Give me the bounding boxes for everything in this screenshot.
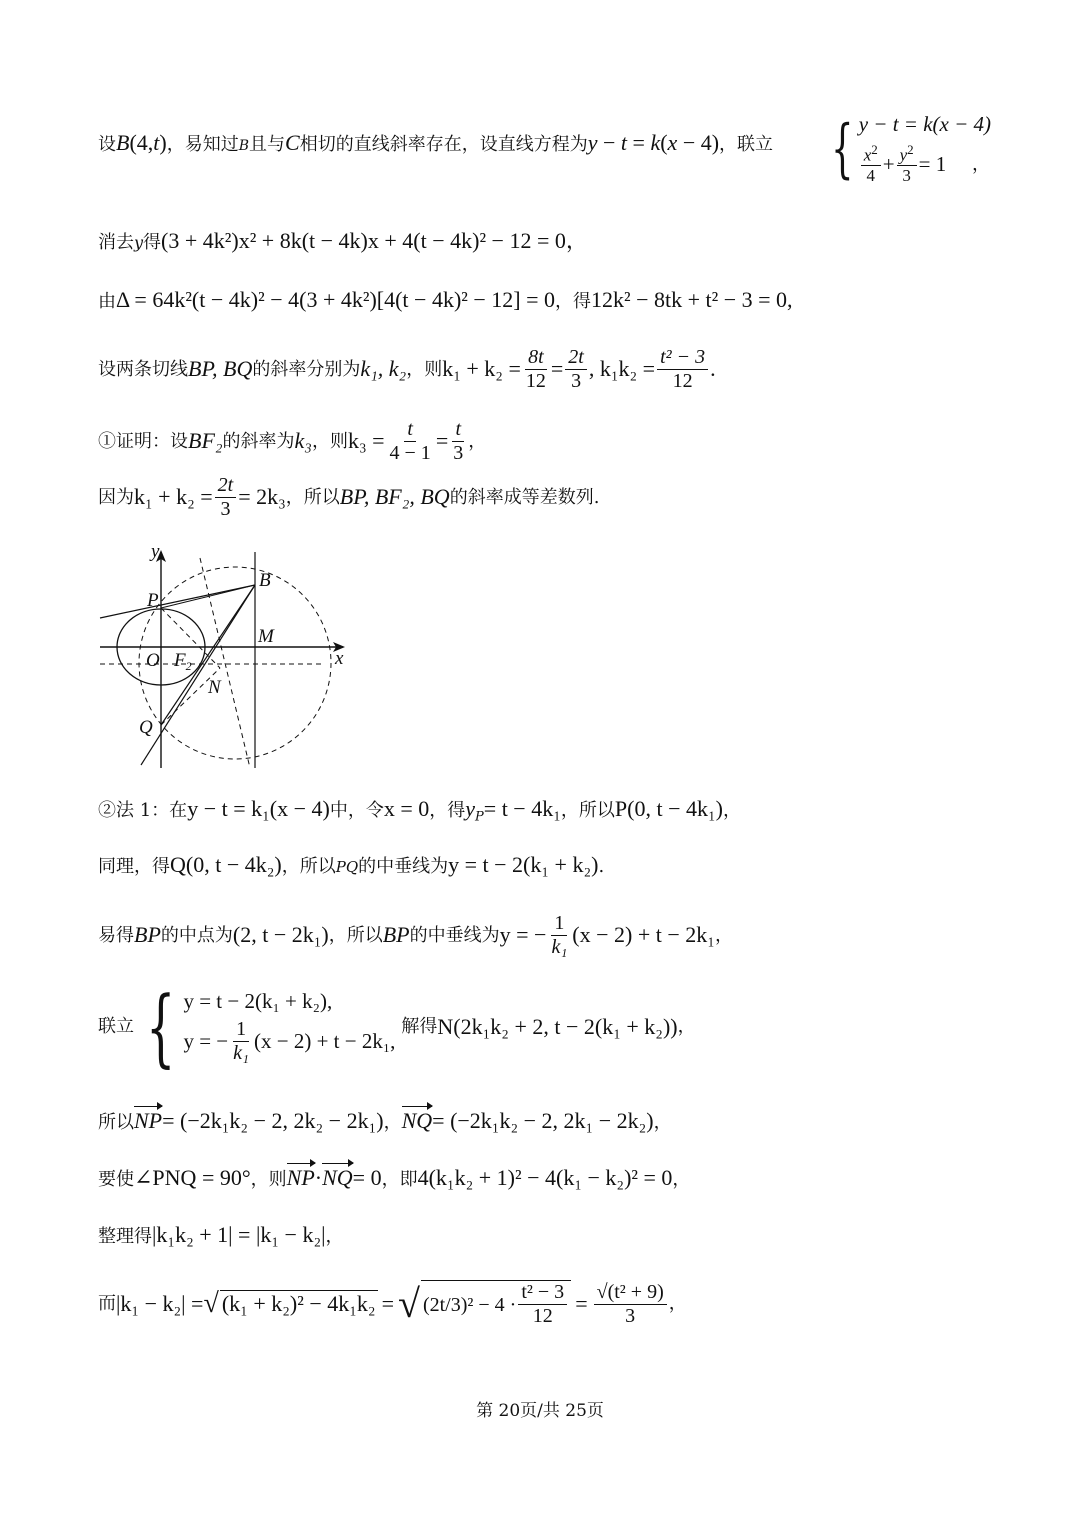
text: ，所以 bbox=[328, 924, 383, 946]
denominator: 12 bbox=[525, 370, 546, 392]
system-row-2: $\frac{x^2}{4}$ + $\frac{y^2}{3}$ = 1 bbox=[859, 143, 991, 186]
equals: = bbox=[435, 428, 449, 454]
denominator: 4 − 1 bbox=[389, 442, 431, 464]
line-13 bbox=[98, 1222, 344, 1248]
denominator: 12 bbox=[532, 1305, 553, 1327]
geometry-figure bbox=[95, 540, 365, 775]
segment-PB bbox=[161, 585, 255, 608]
line-11 bbox=[98, 1108, 672, 1134]
system-row-2 bbox=[183, 1018, 395, 1065]
subscript: P bbox=[475, 809, 484, 825]
line-8 bbox=[98, 852, 604, 878]
equation: P(0, t − 4k₁) bbox=[614, 796, 723, 821]
text: 且与 bbox=[249, 134, 286, 155]
label-P: P bbox=[147, 590, 159, 611]
numerator: t² − 3 bbox=[518, 1281, 567, 1305]
period: . bbox=[710, 356, 716, 382]
numerator: t² − 3 bbox=[657, 346, 708, 370]
line-3 bbox=[98, 287, 793, 313]
text: 的斜率成等差数列. bbox=[449, 486, 600, 508]
text: ，所以 bbox=[560, 800, 615, 821]
text: 的中垂线为 bbox=[409, 924, 500, 946]
numerator: 1 bbox=[551, 912, 567, 936]
text: . bbox=[598, 856, 605, 877]
equation: BP, BQ bbox=[188, 356, 253, 382]
numerator: t bbox=[452, 418, 464, 442]
vector-NP: NP bbox=[134, 1108, 163, 1133]
text: ， bbox=[383, 1112, 402, 1133]
text: 设 bbox=[98, 134, 116, 155]
sqrt-icon: √ bbox=[203, 1288, 219, 1320]
equation: y − t = k₁(x − 4) bbox=[187, 796, 330, 821]
text: 因为 bbox=[98, 486, 134, 508]
var: PQ bbox=[335, 858, 359, 876]
denominator: 3 bbox=[571, 370, 582, 392]
numerator: 2t bbox=[215, 474, 237, 498]
var: y bbox=[134, 233, 144, 252]
equation: k₃ = bbox=[347, 428, 385, 454]
line-2 bbox=[98, 228, 588, 254]
equation: = 2k₃ bbox=[238, 484, 286, 510]
text: ，得 bbox=[555, 291, 592, 312]
text: 联立 bbox=[98, 1016, 134, 1038]
line-1: 设B(4,t)，易知过B且与C相切的直线斜率存在，设直线方程为y − t = k(x − 4)，联立 bbox=[98, 130, 774, 155]
equals: = bbox=[575, 1290, 588, 1316]
line-4 bbox=[98, 346, 716, 393]
text: ， bbox=[714, 924, 733, 946]
text: 易得 bbox=[98, 924, 134, 946]
text: ， bbox=[677, 1016, 696, 1038]
numerator: 1 bbox=[233, 1018, 249, 1042]
label-F-sub: 2 bbox=[185, 659, 192, 673]
curve-label: C bbox=[285, 130, 300, 155]
text: 中，令 bbox=[329, 800, 384, 821]
equation: 4(k₁k₂ + 1)² − 4(k₁ − k₂)² = 0 bbox=[417, 1165, 673, 1190]
text: ， bbox=[653, 1112, 672, 1133]
equation: Δ = 64k²(t − 4k)² − 4(3 + 4k²)[4(t − 4k)² − 12] = 0 bbox=[116, 287, 556, 312]
numerator: 8t bbox=[525, 346, 547, 370]
brace-icon: { bbox=[831, 111, 854, 186]
tangent-BQ bbox=[141, 585, 255, 765]
text: ， bbox=[325, 1226, 344, 1247]
equation: 12k² − 8tk + t² − 3 = 0, bbox=[591, 287, 793, 312]
equation: (x − 2) + t − 2k₁ bbox=[572, 922, 715, 948]
text: 设两条切线 bbox=[98, 358, 188, 380]
text: ①证明：设 bbox=[98, 430, 188, 452]
var: BP bbox=[134, 922, 161, 948]
text: 相切的直线斜率存在，设直线方程为 bbox=[299, 134, 588, 155]
label-B: B bbox=[259, 570, 271, 591]
equation: ∠PNQ = 90° bbox=[134, 1165, 251, 1190]
equation: = (−2k₁k₂ − 2, 2k₂ − 2k₁) bbox=[162, 1108, 384, 1133]
denominator: 3 bbox=[453, 442, 464, 464]
text: 由 bbox=[98, 291, 116, 312]
denominator: k₁ bbox=[233, 1042, 249, 1065]
equation: (3 + 4k²)x² + 8k(t − 4k)x + 4(t − 4k)² − 12 = 0， bbox=[161, 228, 588, 253]
text: 消去 bbox=[98, 232, 134, 253]
numerator: √(t² + 9) bbox=[594, 1281, 667, 1305]
numerator: 2t bbox=[565, 346, 587, 370]
text: 而 bbox=[98, 1293, 116, 1315]
label-F2 bbox=[173, 650, 192, 673]
point-label: B bbox=[238, 138, 250, 154]
equation: = 0 bbox=[352, 1165, 382, 1190]
text: = 1 bbox=[918, 151, 947, 176]
text: (x − 2) + t − 2k₁, bbox=[253, 1029, 396, 1053]
text: ， bbox=[668, 1293, 687, 1315]
label-M: M bbox=[258, 626, 274, 647]
equation: |k₁k₂ + 1| = |k₁ − k₂| bbox=[152, 1222, 326, 1247]
equation: x = 0 bbox=[383, 796, 430, 821]
numerator: t bbox=[404, 418, 416, 442]
dashed-circle bbox=[139, 567, 331, 759]
equation: BF₂ bbox=[188, 428, 223, 454]
equation: k₁ + k₂ = bbox=[442, 356, 521, 382]
equation: N(2k₁k₂ + 2, t − 2(k₁ + k₂)) bbox=[437, 1013, 678, 1039]
equation: y = t − 2(k₁ + k₂) bbox=[448, 852, 599, 877]
equals: = bbox=[381, 1290, 395, 1316]
text: ，所以 bbox=[281, 856, 336, 877]
equation: , k₁k₂ = bbox=[588, 356, 656, 382]
equation: BP, BF₂, BQ bbox=[339, 484, 450, 510]
equation: (2, t − 2k₁) bbox=[232, 922, 329, 948]
system-1 bbox=[822, 112, 991, 186]
text: 得 bbox=[143, 232, 162, 253]
text: y = − bbox=[183, 1029, 229, 1053]
text: 的斜率分别为 bbox=[252, 358, 361, 380]
denominator: 12 bbox=[672, 370, 693, 392]
denominator: 3 bbox=[625, 1304, 636, 1327]
text: ，得 bbox=[429, 800, 466, 821]
line-6 bbox=[98, 474, 599, 521]
system-row-1: y = t − 2(k₁ + k₂), bbox=[183, 988, 333, 1013]
page-footer: 第 20页/共 25页 bbox=[476, 1401, 604, 1421]
text: ，联立 bbox=[719, 134, 774, 155]
vector-NQ: NQ bbox=[401, 1108, 433, 1133]
equation: k₃ bbox=[294, 428, 312, 454]
var: y bbox=[465, 796, 476, 821]
radicand: (k₁ + k₂)² − 4k₁k₂ bbox=[221, 1291, 376, 1317]
vector-NP: NP bbox=[286, 1165, 315, 1190]
equation: k₁, k₂ bbox=[360, 356, 407, 382]
comma: ， bbox=[468, 430, 487, 452]
equals: = bbox=[550, 356, 564, 382]
var: BP bbox=[382, 922, 410, 948]
text: 解得 bbox=[401, 1016, 438, 1038]
line-7 bbox=[98, 796, 741, 825]
line-5 bbox=[98, 418, 486, 465]
text: 整理得 bbox=[98, 1226, 152, 1247]
text: ，则 bbox=[311, 430, 348, 452]
text: 同理，得 bbox=[98, 856, 170, 877]
system-row-1: y − t = k(x − 4) bbox=[858, 112, 992, 136]
radicand: (2t/3)² − 4 · bbox=[422, 1293, 517, 1316]
equation: = t − 4k₁ bbox=[483, 796, 561, 821]
line-14 bbox=[98, 1280, 687, 1328]
equation: Q(0, t − 4k₂) bbox=[170, 852, 282, 877]
text: ，则 bbox=[250, 1169, 287, 1190]
label-F: F bbox=[174, 650, 186, 671]
text: ，易知过 bbox=[166, 134, 239, 155]
text: 的斜率为 bbox=[222, 430, 295, 452]
label-x: x bbox=[335, 648, 344, 669]
vector-NQ: NQ bbox=[322, 1165, 353, 1190]
line-10 bbox=[98, 978, 696, 1076]
line-12 bbox=[98, 1165, 690, 1191]
text: ，则 bbox=[406, 358, 443, 380]
label-O: O bbox=[146, 650, 160, 671]
denominator: k₁ bbox=[551, 936, 568, 958]
dot: · bbox=[314, 1165, 323, 1190]
equation: y = − bbox=[499, 922, 547, 948]
label-y: y bbox=[151, 541, 160, 562]
text: 要使 bbox=[98, 1169, 134, 1190]
tangent-BP bbox=[100, 585, 255, 618]
line-9 bbox=[98, 912, 733, 959]
equation: |k₁ − k₂| = bbox=[116, 1290, 204, 1316]
text: ， bbox=[672, 1169, 691, 1190]
text: + bbox=[882, 151, 895, 176]
text: ， bbox=[722, 800, 741, 821]
text: ②法 1：在 bbox=[98, 800, 188, 821]
text: ，所以 bbox=[285, 486, 340, 508]
equation: k₁ + k₂ = bbox=[134, 484, 213, 510]
text: ，即 bbox=[381, 1169, 418, 1190]
label-N: N bbox=[208, 677, 221, 698]
sqrt-icon: √ bbox=[398, 1281, 420, 1326]
dashed-bisector bbox=[200, 558, 250, 768]
brace-icon: { bbox=[146, 978, 176, 1076]
text: 所以 bbox=[98, 1112, 134, 1133]
text: 的中点为 bbox=[160, 924, 233, 946]
equation: = (−2k₁k₂ − 2, 2k₁ − 2k₂) bbox=[432, 1108, 654, 1133]
denominator: 3 bbox=[220, 498, 231, 520]
comma: ， bbox=[972, 154, 990, 175]
label-Q: Q bbox=[139, 717, 153, 738]
text: 的中垂线为 bbox=[358, 856, 449, 877]
